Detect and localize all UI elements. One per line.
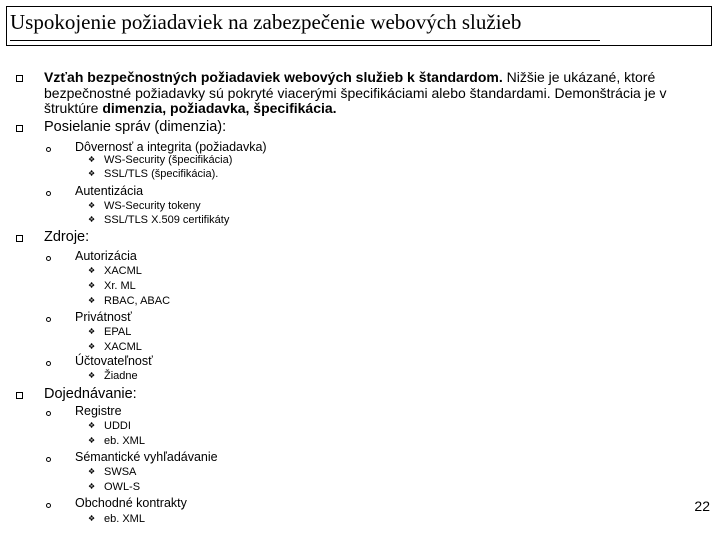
square-bullet-icon <box>16 392 23 399</box>
privacy-spec-2: XACML <box>104 341 142 353</box>
square-bullet-icon <box>16 235 23 242</box>
diamond-bullet-icon: ❖ <box>88 201 96 210</box>
privacy-spec-1: EPAL <box>104 326 132 338</box>
intro-text: Nižšie je ukázané, ktoré bezpečnostné požiadavky sú pokryté viacerými špecifikáciami alebo štandardami. Demonštrácia je v štruktúre <box>44 69 667 116</box>
authz-spec-1: XACML <box>104 265 142 277</box>
negotiation-heading: Dojednávanie: <box>44 386 137 402</box>
diamond-bullet-icon: ❖ <box>88 155 96 164</box>
diamond-bullet-icon: ❖ <box>88 266 96 275</box>
diamond-bullet-icon: ❖ <box>88 436 96 445</box>
authz-spec-3: RBAC, ABAC <box>104 295 171 307</box>
contracts-item: Obchodné kontrakty <box>75 496 187 510</box>
authz-spec-2: Xr. ML <box>104 280 136 292</box>
circle-bullet-icon <box>46 191 51 196</box>
diamond-bullet-icon: ❖ <box>88 215 96 224</box>
circle-bullet-icon <box>46 503 51 508</box>
messaging-heading: Posielanie správ (dimenzia): <box>44 119 227 135</box>
diamond-bullet-icon: ❖ <box>88 296 96 305</box>
trust-spec-2: SSL/TLS (špecifikácia). <box>104 168 219 180</box>
registry-spec-1: UDDI <box>104 420 131 432</box>
diamond-bullet-icon: ❖ <box>88 514 96 523</box>
diamond-bullet-icon: ❖ <box>88 342 96 351</box>
registry-spec-2: eb. XML <box>104 435 145 447</box>
circle-bullet-icon <box>46 411 51 416</box>
privacy-item: Privátnosť <box>75 310 132 324</box>
semantic-spec-2: OWL-S <box>104 481 141 493</box>
trust-item: Dôvernosť a integrita (požiadavka) <box>75 140 267 154</box>
diamond-bullet-icon: ❖ <box>88 467 96 476</box>
square-bullet-icon <box>16 125 23 132</box>
circle-bullet-icon <box>46 147 51 152</box>
diamond-bullet-icon: ❖ <box>88 421 96 430</box>
accountability-item: Účtovateľnosť <box>75 354 153 368</box>
trust-spec-1: WS-Security (špecifikácia) <box>104 154 233 166</box>
auth-spec-1: WS-Security tokeny <box>104 200 201 212</box>
circle-bullet-icon <box>46 317 51 322</box>
auth-spec-2: SSL/TLS X.509 certifikáty <box>104 214 230 226</box>
diamond-bullet-icon: ❖ <box>88 327 96 336</box>
accountability-spec-1: Žiadne <box>104 370 138 382</box>
intro-bold: Vzťah bezpečnostných požiadaviek webových služieb k štandardom. <box>44 69 503 85</box>
page-number: 22 <box>694 498 710 514</box>
intro-paragraph <box>44 70 714 117</box>
contracts-spec-1: eb. XML <box>104 513 145 525</box>
resources-heading: Zdroje: <box>44 229 90 245</box>
semantic-item: Sémantické vyhľadávanie <box>75 450 218 464</box>
diamond-bullet-icon: ❖ <box>88 169 96 178</box>
circle-bullet-icon <box>46 361 51 366</box>
title-underline <box>10 40 600 41</box>
circle-bullet-icon <box>46 256 51 261</box>
auth-item: Autentizácia <box>75 184 144 198</box>
semantic-spec-1: SWSA <box>104 466 137 478</box>
authz-item: Autorizácia <box>75 249 137 263</box>
circle-bullet-icon <box>46 457 51 462</box>
registry-item: Registre <box>75 404 122 418</box>
slide-title: Uspokojenie požiadaviek na zabezpečenie webových služieb <box>10 10 522 34</box>
diamond-bullet-icon: ❖ <box>88 371 96 380</box>
diamond-bullet-icon: ❖ <box>88 281 96 290</box>
intro-bold-structure: dimenzia, požiadavka, špecifikácia. <box>102 100 337 116</box>
square-bullet-icon <box>16 75 23 82</box>
diamond-bullet-icon: ❖ <box>88 482 96 491</box>
